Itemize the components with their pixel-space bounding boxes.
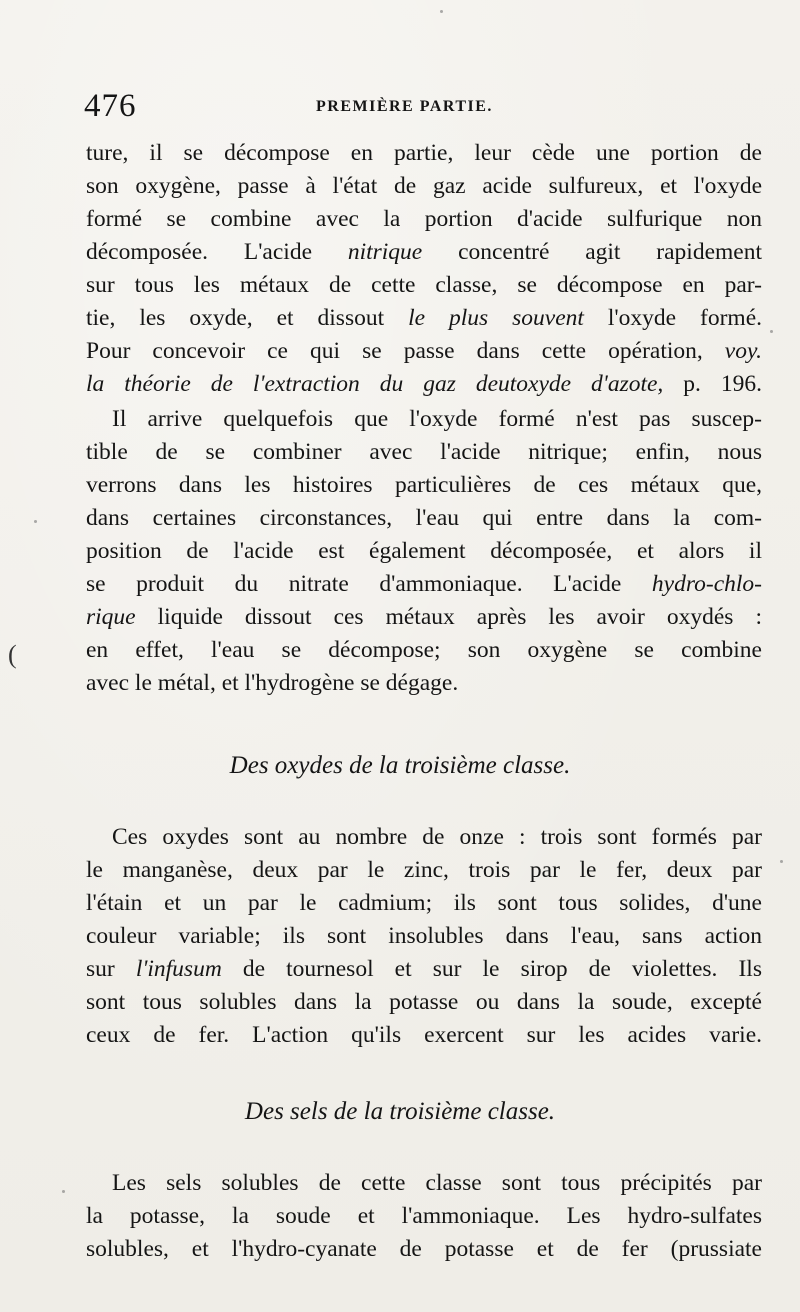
text-line: en effet, l'eau se décompose; son oxygène se combine (86, 637, 762, 663)
text-line: sont tous solubles dans la potasse ou dans la soude, excepté (86, 989, 762, 1015)
text-line: Les sels solubles de cette classe sont tous précipités par (112, 1170, 762, 1196)
text-line: formé se combine avec la portion d'acide sulfurique non (86, 206, 762, 232)
text-line: la théorie de l'extraction du gaz deutoxyde d'azote, p. 196. (86, 371, 762, 397)
section-heading-sels: Des sels de la troisième classe. (244, 1098, 556, 1125)
text-line: avec le métal, et l'hydrogène se dégage. (86, 670, 459, 696)
text-line: décomposée. L'acide nitrique concentré agit rapidement (86, 239, 762, 265)
text-line: la potasse, la soude et l'ammoniaque. Les hydro-sulfates (86, 1203, 762, 1229)
text-line: solubles, et l'hydro-cyanate de potasse et de fer (prussiate (86, 1236, 762, 1262)
italic-term: rique (86, 604, 136, 630)
text-line: rique liquide dissout ces métaux après les avoir oxydés : (86, 604, 762, 630)
text-line: Il arrive quelquefois que l'oxyde formé n'est pas suscep- (112, 406, 762, 432)
margin-mark: ( (8, 640, 17, 669)
text-line: ceux de fer. L'action qu'ils exercent sur les acides varie. (86, 1022, 762, 1048)
text-line: couleur variable; ils sont insolubles dans l'eau, sans action (86, 923, 762, 949)
text-line: tie, les oxyde, et dissout le plus souvent l'oxyde formé. (86, 305, 762, 331)
scan-speck (62, 1190, 65, 1193)
text-line: sur tous les métaux de cette classe, se décompose en par- (86, 272, 762, 298)
text-line: tible de se combiner avec l'acide nitrique; enfin, nous (86, 439, 762, 465)
scan-speck (440, 10, 443, 13)
section-heading-oxydes: Des oxydes de la troisième classe. (229, 752, 571, 779)
text-line: dans certaines circonstances, l'eau qui entre dans la com- (86, 505, 762, 531)
italic-term: le plus souvent (408, 305, 584, 331)
scan-speck (780, 860, 783, 863)
italic-term: nitrique (347, 239, 423, 265)
text-line: Pour concevoir ce qui se passe dans cette opération, voy. (86, 338, 762, 364)
italic-term: hydro-chlo- (651, 571, 762, 597)
text-line: position de l'acide est également décomposée, et alors il (86, 538, 762, 564)
text-line: l'étain et un par le cadmium; ils sont tous solides, d'une (86, 890, 762, 916)
text-line: se produit du nitrate d'ammoniaque. L'acide hydro-chlo- (86, 571, 762, 597)
italic-term: l'infusum (135, 956, 222, 982)
text-line: Ces oxydes sont au nombre de onze : trois sont formés par (112, 824, 762, 850)
page-header (84, 88, 764, 128)
text-line: ture, il se décompose en partie, leur cède une portion de (86, 140, 762, 166)
scan-speck (34, 520, 37, 523)
text-line: sur l'infusum de tournesol et sur le sirop de violettes. Ils (86, 956, 762, 982)
text-line: le manganèse, deux par le zinc, trois par le fer, deux par (86, 857, 762, 883)
page-number: 476 (84, 88, 137, 124)
italic-term: voy. (724, 338, 762, 364)
running-title: PREMIÈRE PARTIE. (316, 98, 493, 115)
italic-term: la théorie de l'extraction du gaz deutoxyde d'azote, (86, 371, 664, 397)
scan-speck (770, 330, 773, 333)
text-line: verrons dans les histoires particulières de ces métaux que, (86, 472, 762, 498)
text-line: son oxygène, passe à l'état de gaz acide sulfureux, et l'oxyde (86, 173, 762, 199)
